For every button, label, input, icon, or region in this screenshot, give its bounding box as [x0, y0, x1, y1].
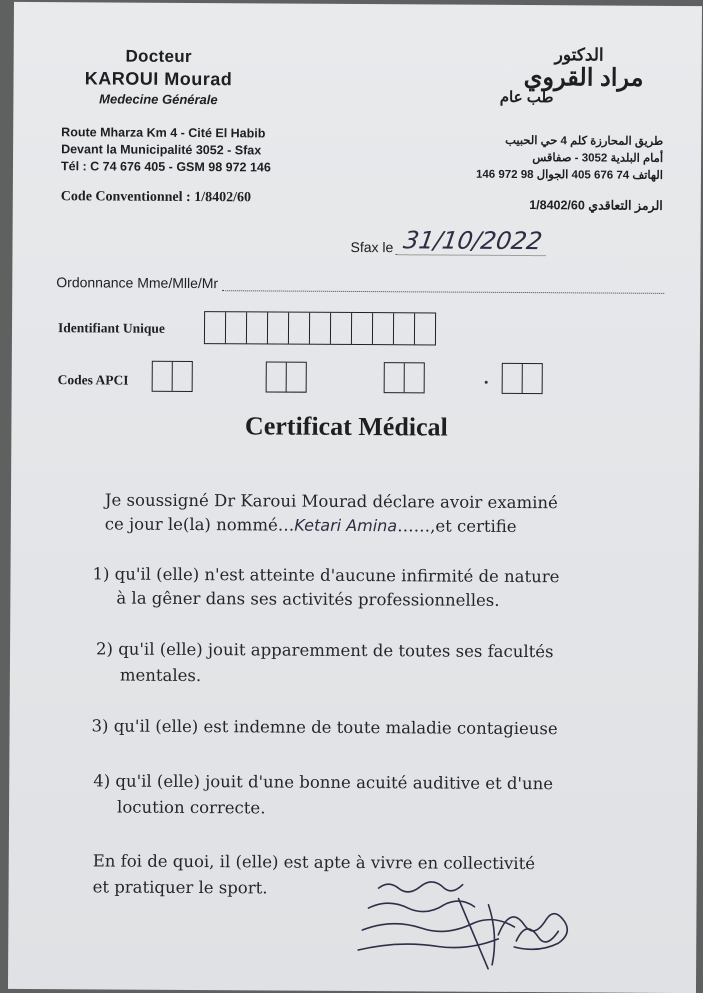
patient-row: [56, 274, 664, 294]
phone-line: Tél : C 74 676 405 - GSM 98 972 146: [60, 159, 271, 175]
address-line-1-ar: طريق المحارزة كلم 4 حي الحبيب: [505, 134, 664, 148]
prescription-sheet: [8, 2, 702, 993]
identifiant-label: Identifiant Unique: [57, 320, 165, 336]
doctor-header-ar: [500, 45, 644, 107]
apci-label: Codes APCI: [57, 372, 129, 388]
doctor-name-ar: مراد القروي: [523, 64, 644, 92]
closing-line-1: En foi de quoi, il (elle) est apte à vivre en collectivité: [92, 851, 536, 874]
doctor-header-fr: [13, 46, 303, 108]
apci-dot: [485, 381, 488, 384]
certificate-item-1: [92, 562, 559, 613]
item-1-line-1: 1) qu'il (elle) n'est atteinte d'aucune infirmité de nature: [92, 564, 560, 587]
apci-box-4: [502, 363, 543, 394]
date-row: [350, 226, 547, 256]
doctor-address-ar: [476, 133, 663, 185]
apci-box-1: [152, 361, 193, 392]
certificate-title: Certificat Médical: [244, 411, 448, 442]
item-4-line-1: 4) qu'il (elle) jouit d'une bonne acuité auditive et d'une: [93, 771, 554, 794]
intro-line-2: ce jour le(la) nommé…Ketari Amina……,et certifie: [104, 514, 517, 536]
date-label: Sfax le: [350, 238, 394, 256]
closing-line-2: et pratiquer le sport.: [92, 877, 268, 898]
doctor-title: Docteur: [125, 46, 192, 66]
address-line-2-ar: أمام البلدية 3052 - صفاقس: [532, 152, 664, 165]
doctor-specialty-ar: طب عام: [499, 88, 554, 107]
identifiant-boxes: [204, 311, 436, 345]
certificate-item-4: [93, 768, 553, 823]
doctor-specialty: Medecine Générale: [99, 91, 218, 108]
date-value: 31/10/2022: [395, 226, 550, 256]
intro-line-1: Je soussigné Dr Karoui Mourad déclare avoir examiné: [104, 490, 558, 513]
item-2-line-1: 2) qu'il (elle) jouit apparemment de toutes ses facultés: [95, 639, 554, 662]
intro-suffix: ……,et certifie: [397, 516, 517, 536]
certificate-item-3: [92, 716, 558, 738]
item-1-line-2: à la gêner dans ses activités professionnelles.: [116, 588, 500, 610]
doctor-address-fr: [61, 124, 271, 176]
certificate-item-2: [96, 636, 554, 691]
patient-name-handwritten: Ketari Amina: [294, 515, 398, 536]
address-line-2: Devant la Municipalité 3052 - Sfax: [61, 142, 262, 158]
item-3-line-1: 3) qu'il (elle) est indemne de toute maladie contagieuse: [91, 716, 558, 739]
certificate-intro: [105, 488, 558, 539]
code-conventionnel: Code Conventionnel : 1/8402/60: [60, 189, 252, 206]
phone-line-ar: الهاتف 74 676 405 الجوال 98 972 146: [475, 168, 663, 182]
patient-label: Ordonnance Mme/Mlle/Mr: [56, 274, 219, 292]
item-4-line-2: locution correcte.: [117, 797, 266, 818]
code-conventionnel-ar: الرمز التعاقدي 1/8402/60: [529, 198, 663, 213]
item-2-line-2: mentales.: [119, 665, 202, 686]
doctor-name: KAROUI Mourad: [84, 68, 233, 90]
patient-dotted-line: [222, 278, 664, 294]
intro-prefix: ce jour le(la) nommé: [104, 514, 278, 535]
apci-box-3: [384, 362, 425, 393]
doctor-stamp-signature: [338, 864, 579, 975]
apci-box-2: [266, 361, 307, 392]
address-line-1: Route Mharza Km 4 - Cité El Habib: [61, 125, 266, 141]
doctor-title-ar: الدكتور: [554, 45, 604, 65]
